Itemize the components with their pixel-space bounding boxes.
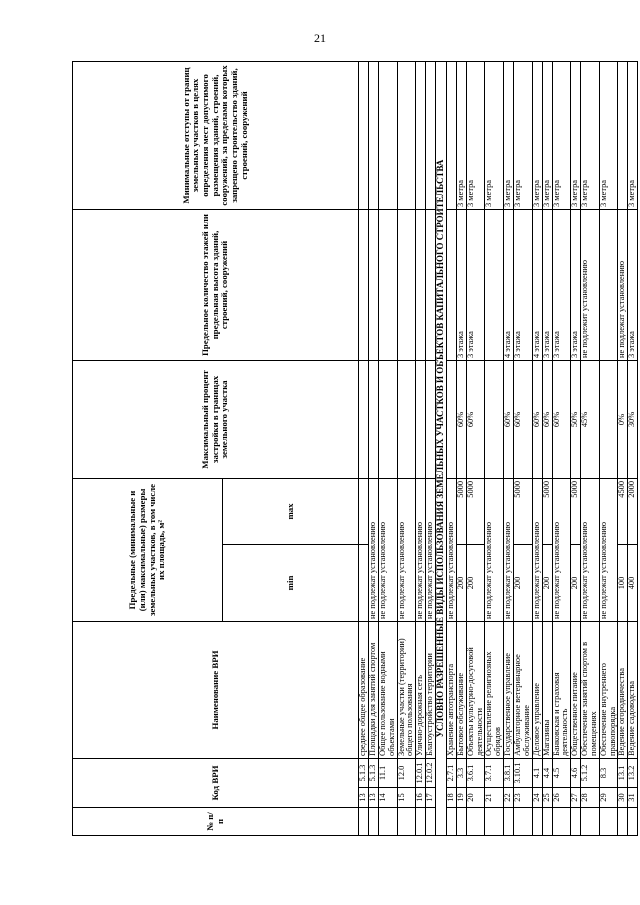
cell-blank bbox=[542, 808, 552, 836]
cell-num: 16 bbox=[416, 788, 426, 808]
table-row bbox=[552, 61, 571, 835]
cell-code: 12.0.1 bbox=[416, 758, 426, 787]
cell-setback bbox=[426, 61, 436, 209]
cell-min: не подлежат установлению bbox=[552, 478, 571, 621]
table-row bbox=[485, 61, 504, 835]
cell-floors bbox=[485, 209, 504, 360]
cell-max: 5000 bbox=[466, 478, 485, 544]
table-row bbox=[456, 61, 466, 835]
cell-setback bbox=[618, 61, 628, 209]
cell-name: Обеспечение занятий спортом в помещениях bbox=[581, 621, 600, 758]
cell-floors: 4 этажа bbox=[532, 209, 542, 360]
cell-blank bbox=[369, 808, 379, 836]
cell-pct: 50% bbox=[571, 360, 581, 478]
cell-setback bbox=[397, 61, 416, 209]
header-num: № п/п bbox=[73, 808, 359, 836]
cell-name: Деловое управление bbox=[532, 621, 542, 758]
cell-pct: 60% bbox=[503, 360, 513, 478]
cell-pct: 0% bbox=[618, 360, 628, 478]
header-max: max bbox=[223, 478, 359, 544]
cell-setback: 3 метра bbox=[552, 61, 571, 209]
cell-blank bbox=[466, 808, 485, 836]
cell-floors bbox=[369, 209, 379, 360]
cell-code: 3.3 bbox=[456, 758, 466, 787]
rotated-table-container bbox=[72, 62, 637, 836]
cell-blank bbox=[426, 808, 436, 836]
cell-floors bbox=[379, 209, 398, 360]
cell-pct: 45% bbox=[581, 360, 600, 478]
cell-min: не подлежат установлению bbox=[426, 478, 436, 621]
cell-num: 31 bbox=[628, 788, 638, 808]
cell-name: Государственное управление bbox=[503, 621, 513, 758]
cell-blank bbox=[532, 808, 542, 836]
cell-blank bbox=[397, 808, 416, 836]
cell-name: Обеспечение внутреннего правопорядка bbox=[599, 621, 618, 758]
table-row bbox=[379, 61, 398, 835]
cell-code: 3.10.1 bbox=[513, 758, 532, 787]
cell-name: Общее пользование водными объектами bbox=[379, 621, 398, 758]
table-row bbox=[397, 61, 416, 835]
cell-blank bbox=[379, 808, 398, 836]
cell-blank bbox=[359, 808, 369, 836]
cell-min: не подлежат установлению bbox=[369, 478, 379, 621]
cell-pct: 60% bbox=[456, 360, 466, 478]
table-row bbox=[426, 61, 436, 835]
cell-setback: 3 метра bbox=[466, 61, 485, 209]
cell-code: 11.1 bbox=[379, 758, 398, 787]
table-body-main bbox=[359, 61, 436, 835]
cell-setback bbox=[446, 61, 456, 209]
cell-min bbox=[359, 544, 369, 621]
cell-floors bbox=[599, 209, 618, 360]
cell-code: 12.0 bbox=[397, 758, 416, 787]
cell-setback: 3 метра bbox=[532, 61, 542, 209]
cell-pct bbox=[416, 360, 426, 478]
cell-floors bbox=[446, 209, 456, 360]
cell-name: Банковская и страховая деятельность bbox=[552, 621, 571, 758]
cell-floors bbox=[397, 209, 416, 360]
cell-code: 13.1 bbox=[618, 758, 628, 787]
cell-max: 4500 bbox=[618, 478, 628, 544]
cell-code: 4.6 bbox=[571, 758, 581, 787]
cell-pct: 30% bbox=[628, 360, 638, 478]
cell-name: Объекты культурно-досуговой деятельности bbox=[466, 621, 485, 758]
rotated-table bbox=[72, 62, 637, 836]
cell-setback bbox=[359, 61, 369, 209]
cell-setback bbox=[416, 61, 426, 209]
cell-setback bbox=[369, 61, 379, 209]
cell-code: 5.1.3 bbox=[369, 758, 379, 787]
cell-code: 12.0.2 bbox=[426, 758, 436, 787]
cell-num: 14 bbox=[379, 788, 398, 808]
cell-name: Земельные участки (территории) общего пользования bbox=[397, 621, 416, 758]
cell-pct bbox=[369, 360, 379, 478]
cell-max: 5000 bbox=[513, 478, 532, 544]
cell-floors: 3 этажа bbox=[542, 209, 552, 360]
cell-pct bbox=[379, 360, 398, 478]
cell-max: 5000 bbox=[542, 478, 552, 544]
cell-pct bbox=[397, 360, 416, 478]
cell-setback bbox=[379, 61, 398, 209]
cell-name: Магазины bbox=[542, 621, 552, 758]
cell-num: 29 bbox=[599, 788, 618, 808]
cell-num: 23 bbox=[513, 788, 532, 808]
cell-num: 21 bbox=[485, 788, 504, 808]
vri-table bbox=[72, 61, 638, 836]
cell-min: 200 bbox=[513, 544, 532, 621]
cell-floors: 3 этажа bbox=[571, 209, 581, 360]
cell-blank bbox=[456, 808, 466, 836]
cell-name: Ведение садоводства bbox=[628, 621, 638, 758]
table-section bbox=[436, 61, 446, 835]
cell-code: 5.1.2 bbox=[581, 758, 600, 787]
cell-pct: 60% bbox=[513, 360, 532, 478]
cell-name: Хранение автотранспорта bbox=[446, 621, 456, 758]
cell-pct bbox=[446, 360, 456, 478]
cell-num: 28 bbox=[581, 788, 600, 808]
cell-floors: 3 этажа bbox=[466, 209, 485, 360]
cell-pct bbox=[599, 360, 618, 478]
cell-setback: 3 метра bbox=[599, 61, 618, 209]
table-row bbox=[416, 61, 426, 835]
table-row bbox=[542, 61, 552, 835]
cell-floors: 3 этажа bbox=[628, 209, 638, 360]
cell-num: 26 bbox=[552, 788, 571, 808]
cell-min: 400 bbox=[628, 544, 638, 621]
cell-min: 200 bbox=[456, 544, 466, 621]
table-row bbox=[532, 61, 542, 835]
table-body-conditional bbox=[446, 61, 638, 835]
cell-name: Ведение огородничества bbox=[618, 621, 628, 758]
cell-name: среднее общее образование bbox=[359, 621, 369, 758]
cell-num: 13 bbox=[359, 788, 369, 808]
cell-floors bbox=[359, 209, 369, 360]
header-sizes: Предельные (минимальные и (или) максимальные) размеры земельных участков, в том числе их площадь, м² bbox=[73, 478, 223, 621]
cell-floors: 3 этажа bbox=[513, 209, 532, 360]
cell-name: Амбулаторное ветеринарное обслуживание bbox=[513, 621, 532, 758]
cell-code: 2.7.1 bbox=[446, 758, 456, 787]
cell-name: Благоустройство территории bbox=[426, 621, 436, 758]
cell-code: 3.8.1 bbox=[503, 758, 513, 787]
cell-blank bbox=[581, 808, 600, 836]
cell-max bbox=[359, 478, 369, 544]
cell-min: не подлежат установлению bbox=[485, 478, 504, 621]
cell-floors bbox=[426, 209, 436, 360]
cell-setback: 3 метра bbox=[581, 61, 600, 209]
table-row bbox=[466, 61, 485, 835]
cell-pct bbox=[485, 360, 504, 478]
cell-name: Общественное питание bbox=[571, 621, 581, 758]
cell-min: не подлежат установлению bbox=[532, 478, 542, 621]
cell-min: не подлежат установлению bbox=[416, 478, 426, 621]
cell-code: 13.2 bbox=[628, 758, 638, 787]
cell-name: Улично-дорожная сеть bbox=[416, 621, 426, 758]
cell-num: 24 bbox=[532, 788, 542, 808]
header-name: Наименование ВРИ bbox=[73, 621, 359, 758]
page-number: 21 bbox=[314, 31, 326, 45]
cell-setback: 3 метра bbox=[485, 61, 504, 209]
cell-setback: 3 метра bbox=[513, 61, 532, 209]
cell-code: 4.5 bbox=[552, 758, 571, 787]
cell-floors: 4 этажа bbox=[503, 209, 513, 360]
cell-num: 19 bbox=[456, 788, 466, 808]
section-title: УСЛОВНО РАЗРЕШЕННЫЕ ВИДЫ ИСПОЛЬЗОВАНИЯ ЗЕМЕЛЬНЫХ УЧАСТКОВ И ОБЪЕКТОВ КАПИТАЛЬНОГО СТРОИТЕЛЬСТВА bbox=[436, 61, 446, 835]
table-row bbox=[359, 61, 369, 835]
cell-floors: не подлежит установлению bbox=[581, 209, 600, 360]
cell-max: 2000 bbox=[628, 478, 638, 544]
cell-num: 27 bbox=[571, 788, 581, 808]
cell-min: не подлежат установлению bbox=[397, 478, 416, 621]
cell-floors: 3 этажа bbox=[552, 209, 571, 360]
cell-num: 17 bbox=[426, 788, 436, 808]
cell-blank bbox=[416, 808, 426, 836]
cell-num: 18 bbox=[446, 788, 456, 808]
table-row bbox=[628, 61, 638, 835]
cell-floors bbox=[416, 209, 426, 360]
cell-name: Бытовое обслуживание bbox=[456, 621, 466, 758]
cell-setback: 3 метра bbox=[628, 61, 638, 209]
cell-min: не подлежат установлению bbox=[446, 478, 456, 621]
cell-min: не подлежат установлению bbox=[581, 478, 600, 621]
cell-pct: 60% bbox=[542, 360, 552, 478]
header-floors: Предельное количество этажей или предельная высота зданий, строений, сооружений bbox=[73, 209, 359, 360]
cell-min: 200 bbox=[466, 544, 485, 621]
header-min: min bbox=[223, 544, 359, 621]
cell-min: не подлежат установлению bbox=[503, 478, 513, 621]
cell-max: 5000 bbox=[456, 478, 466, 544]
cell-setback: 3 метра bbox=[503, 61, 513, 209]
cell-name: Площадки для занятий спортом bbox=[369, 621, 379, 758]
table-row bbox=[513, 61, 532, 835]
cell-setback: 3 метра bbox=[456, 61, 466, 209]
cell-code: 5.1.3 bbox=[359, 758, 369, 787]
header-percent: Максимальный процент застройки в границах земельного участка bbox=[73, 360, 359, 478]
header-setback: Минимальные отступы от границ земельных участков в целях определения мест допустимого размещения зданий, строений, сооружений, за пределами которых запрещено строительство зданий, строений, сооружений bbox=[73, 61, 359, 209]
cell-code: 4.1 bbox=[532, 758, 542, 787]
cell-max: 5000 bbox=[571, 478, 581, 544]
cell-pct: 60% bbox=[466, 360, 485, 478]
cell-code: 4.4 bbox=[542, 758, 552, 787]
cell-code: 8.3 bbox=[599, 758, 618, 787]
cell-setback: 3 метра bbox=[542, 61, 552, 209]
table-row bbox=[369, 61, 379, 835]
table-row bbox=[581, 61, 600, 835]
table-row bbox=[503, 61, 513, 835]
cell-floors: не подлежат установлению bbox=[618, 209, 628, 360]
cell-code: 3.7.1 bbox=[485, 758, 504, 787]
cell-blank bbox=[618, 808, 628, 836]
cell-blank bbox=[485, 808, 504, 836]
cell-pct bbox=[426, 360, 436, 478]
cell-pct: 60% bbox=[552, 360, 571, 478]
cell-min: не подлежат установлению bbox=[379, 478, 398, 621]
cell-code: 3.6.1 bbox=[466, 758, 485, 787]
table-row bbox=[618, 61, 628, 835]
cell-min: не подлежат установлению bbox=[599, 478, 618, 621]
table-row bbox=[446, 61, 456, 835]
cell-pct: 60% bbox=[532, 360, 542, 478]
cell-blank bbox=[503, 808, 513, 836]
cell-blank bbox=[446, 808, 456, 836]
cell-min: 100 bbox=[618, 544, 628, 621]
cell-min: 200 bbox=[571, 544, 581, 621]
cell-num: 25 bbox=[542, 788, 552, 808]
cell-num: 20 bbox=[466, 788, 485, 808]
cell-blank bbox=[571, 808, 581, 836]
cell-num: 30 bbox=[618, 788, 628, 808]
table-header bbox=[73, 61, 359, 835]
cell-name: Осуществление религиозных обрядов bbox=[485, 621, 504, 758]
cell-num: 15 bbox=[397, 788, 416, 808]
table-row bbox=[571, 61, 581, 835]
cell-blank bbox=[628, 808, 638, 836]
cell-pct bbox=[359, 360, 369, 478]
table-row bbox=[599, 61, 618, 835]
header-code: Код ВРИ bbox=[73, 758, 359, 807]
cell-blank bbox=[513, 808, 532, 836]
cell-floors: 3 этажа bbox=[456, 209, 466, 360]
cell-num: 13 bbox=[369, 788, 379, 808]
cell-num: 22 bbox=[503, 788, 513, 808]
cell-blank bbox=[599, 808, 618, 836]
cell-blank bbox=[552, 808, 571, 836]
cell-setback: 3 метра bbox=[571, 61, 581, 209]
cell-min: 200 bbox=[542, 544, 552, 621]
